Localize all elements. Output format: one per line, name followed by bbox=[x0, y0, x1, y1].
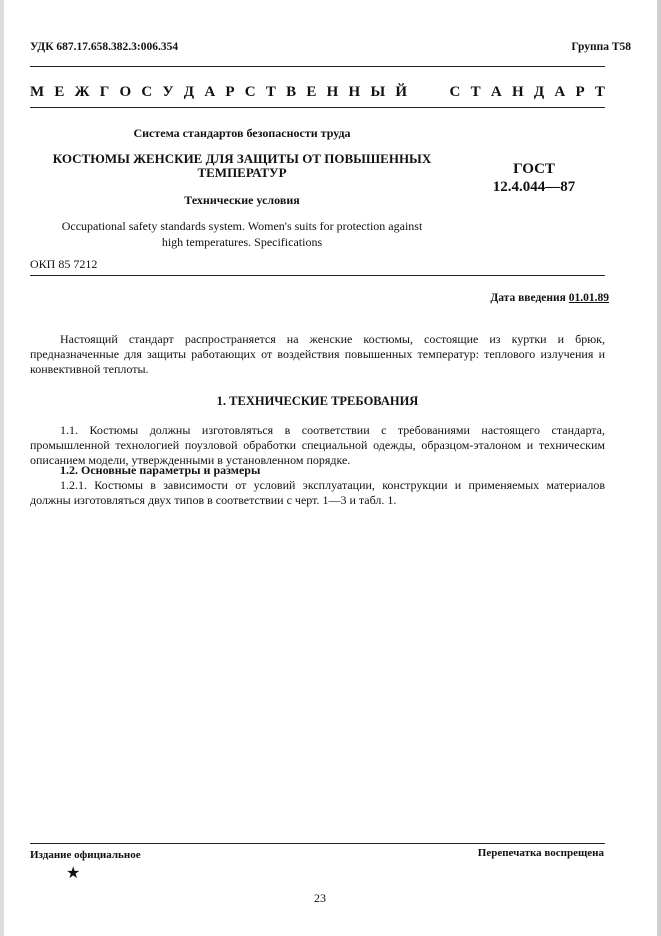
introduction-date-label: Дата введения bbox=[490, 292, 566, 304]
document-title bbox=[30, 152, 454, 180]
banner-letter: Н bbox=[511, 83, 524, 100]
gost-number: 12.4.044—87 bbox=[492, 179, 576, 195]
english-title bbox=[30, 218, 454, 250]
banner-letter: Д bbox=[183, 83, 195, 100]
banner-letter: С bbox=[449, 83, 461, 100]
okp-code: ОКП 85 7212 bbox=[30, 257, 98, 271]
banner-letter: Ы bbox=[370, 83, 386, 100]
scan-edge-left bbox=[0, 0, 4, 936]
title-line-2: ТЕМПЕРАТУР bbox=[197, 165, 287, 180]
gost-label: ГОСТ bbox=[513, 161, 555, 177]
english-title-line-1: Occupational safety standards system. Women's suits for protection against bbox=[61, 219, 423, 233]
section-1-heading: 1. ТЕХНИЧЕСКИЕ ТРЕБОВАНИЯ bbox=[216, 394, 419, 408]
clause-1-1: 1.1. Костюмы должны изготовляться в соответствии с требованиями настоящего стандарта, промышленной технологией поузловой обработки специальной одежды, образцом-эталоном и техническим описанием модели, утвержденными в установленном порядке. bbox=[30, 423, 605, 467]
top-rule bbox=[30, 66, 605, 67]
banner-letter: В bbox=[286, 83, 297, 100]
interstate-standard-banner bbox=[30, 82, 605, 102]
banner-rule bbox=[30, 107, 605, 108]
banner-letter: Р bbox=[225, 83, 235, 100]
banner-letter: А bbox=[490, 83, 502, 100]
banner-letter: С bbox=[244, 83, 256, 100]
banner-letter: Т bbox=[470, 83, 481, 100]
title-line-1: КОСТЮМЫ ЖЕНСКИЕ ДЛЯ ЗАЩИТЫ ОТ ПОВЫШЕННЫХ bbox=[52, 151, 432, 166]
clause-1-2-1: 1.2.1. Костюмы в зависимости от условий эксплуатации, конструкции и применяемых материалов должны изготовляться двух типов в соответствии с черт. 1—3 и табл. 1. bbox=[30, 478, 605, 507]
banner-letter: А bbox=[554, 83, 566, 100]
gost-designation bbox=[486, 160, 582, 196]
official-edition: Издание официальное bbox=[30, 849, 141, 861]
udk-code: УДК 687.17.658.382.3:006.354 bbox=[30, 41, 179, 53]
banner-letter: Е bbox=[306, 83, 317, 100]
banner-letter: М bbox=[30, 83, 45, 100]
banner-letter: С bbox=[141, 83, 153, 100]
banner-letter: О bbox=[119, 83, 132, 100]
okp-rule bbox=[30, 275, 605, 276]
scan-edge-right bbox=[657, 0, 661, 936]
standards-series: Система стандартов безопасности труда bbox=[133, 126, 351, 140]
reprint-prohibited: Перепечатка воспрещена bbox=[477, 847, 604, 859]
banner-letter: Д bbox=[533, 83, 545, 100]
banner-letter: Е bbox=[54, 83, 65, 100]
clause-1-2-heading: 1.2. Основные параметры и размеры bbox=[60, 463, 261, 477]
english-title-line-2: high temperatures. Specifications bbox=[161, 235, 323, 249]
banner-letter: Р bbox=[575, 83, 585, 100]
document-subtitle: Технические условия bbox=[184, 193, 300, 207]
star-icon: ★ bbox=[66, 865, 81, 882]
banner-letter: У bbox=[162, 83, 174, 100]
banner-letter: Г bbox=[99, 83, 110, 100]
banner-letter: Й bbox=[395, 83, 408, 100]
page-number: 23 bbox=[314, 891, 326, 905]
banner-letter: Н bbox=[348, 83, 361, 100]
banner-letter: Т bbox=[594, 83, 605, 100]
banner-letter: Н bbox=[326, 83, 339, 100]
introduction-date bbox=[490, 292, 609, 304]
banner-letter: Ж bbox=[74, 83, 90, 100]
group-code: Группа Т58 bbox=[571, 41, 631, 53]
banner-letter: Т bbox=[265, 83, 276, 100]
banner-letter: А bbox=[204, 83, 216, 100]
footer-rule bbox=[30, 843, 605, 844]
intro-paragraph: Настоящий стандарт распространяется на женские костюмы, состоящие из куртки и брюк, предназначенные для защиты работающих от воздействия повышенных температур: теплового излучения и конвективной теплоты. bbox=[30, 332, 605, 376]
introduction-date-value: 01.01.89 bbox=[568, 292, 609, 304]
